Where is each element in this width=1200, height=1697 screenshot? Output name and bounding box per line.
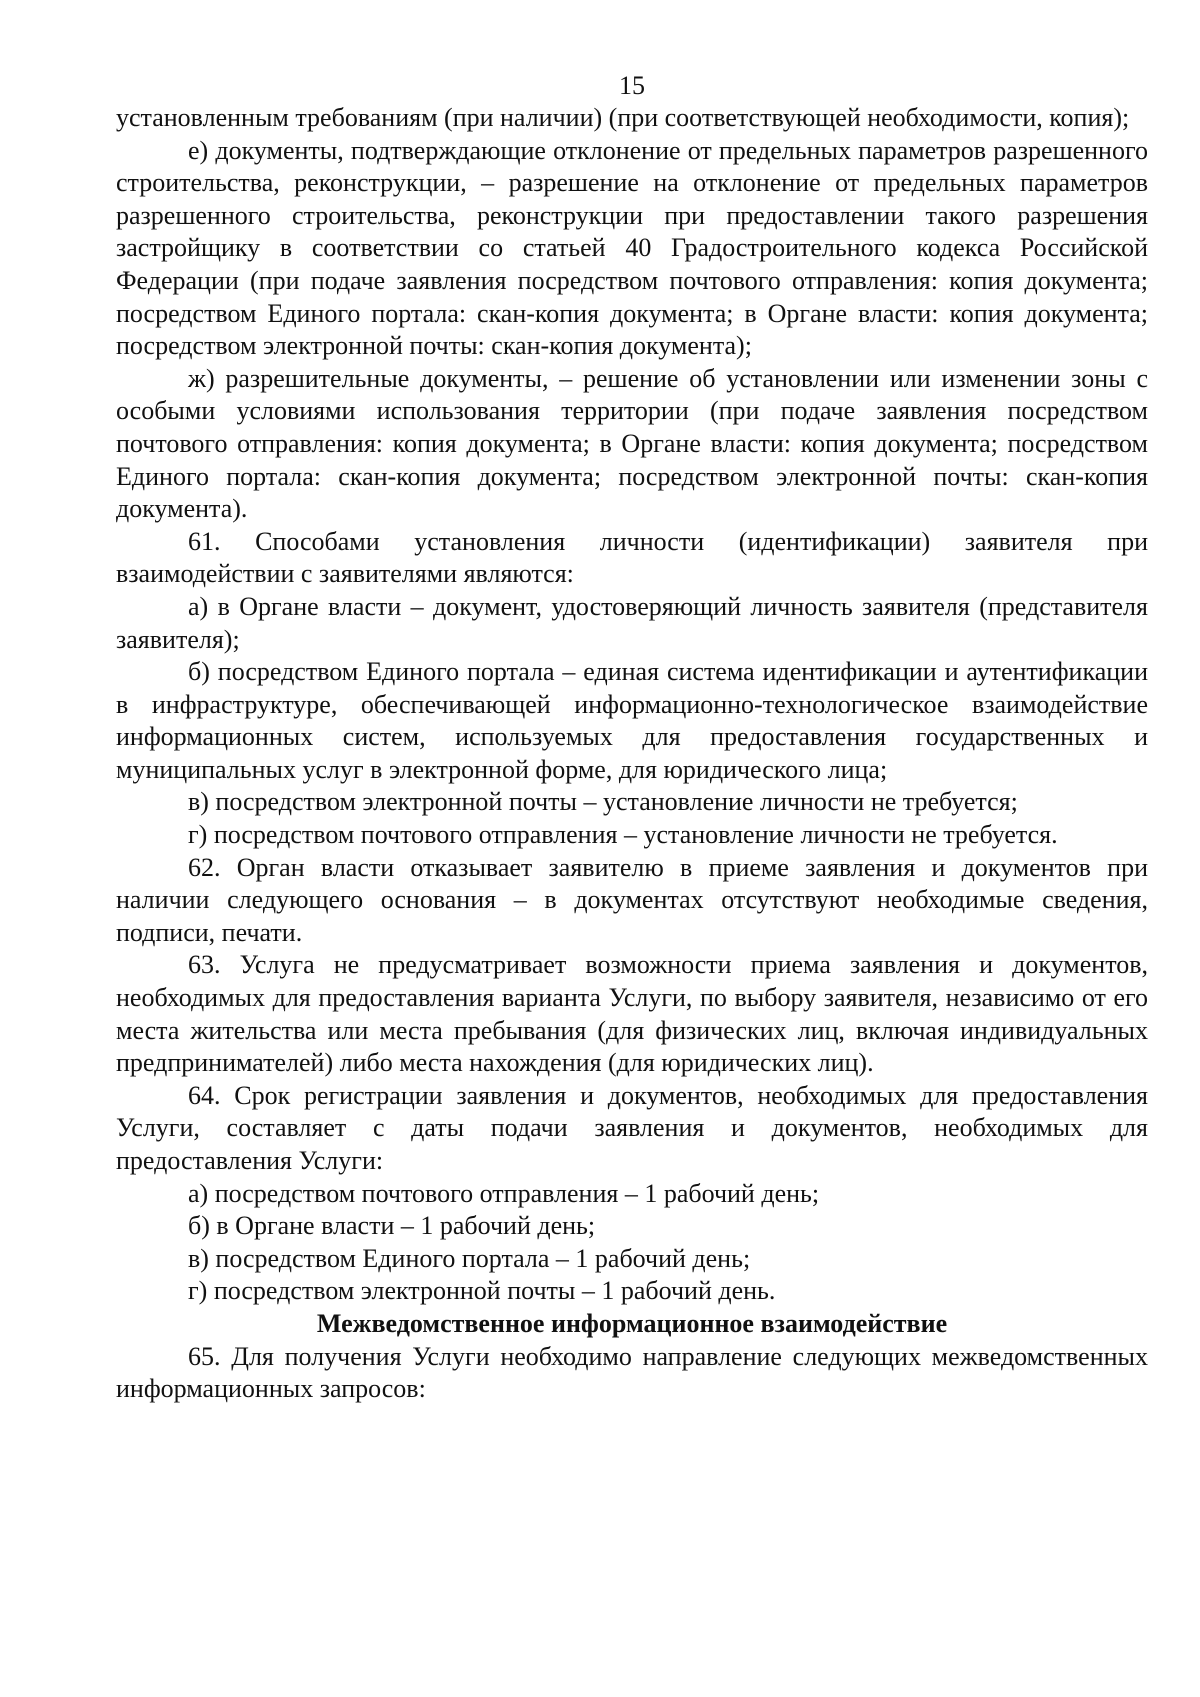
paragraph: б) в Органе власти – 1 рабочий день; <box>188 1211 596 1241</box>
paragraph: г) посредством электронной почты – 1 рабочий день. <box>188 1276 776 1306</box>
paragraph: 64. Срок регистрации заявления и документов, необходимых для предоставления Услуги, составляет с даты подачи заявления и документов, необходимых для предоставления Услуги: <box>116 1080 1148 1175</box>
paragraph: ж) разрешительные документы, – решение об установлении или изменении зоны с особыми условиями использования территории (при подаче заявления посредством почтового отправления: копия документа; в Органе власти: копия документа; посредством Единого портала: скан-копия документа; посредством электронной почты: скан-копия документа). <box>116 363 1148 524</box>
paragraph: а) посредством почтового отправления – 1 рабочий день; <box>188 1178 820 1208</box>
paragraph: 61. Способами установления личности (идентификации) заявителя при взаимодействии с заявителями являются: <box>116 526 1148 589</box>
paragraph: е) документы, подтверждающие отклонение от предельных параметров разрешенного строительства, реконструкции, – разрешение на отклонение от предельных параметров разрешенного строительства, реконструкции при предоставлении такого разрешения застройщику в соответствии со статьей 40 Градостроительного кодекса Российской Федерации (при подаче заявления посредством почтового отправления: копия документа; посредством Единого портала: скан-копия документа; в Органе власти: копия документа; посредством электронной почты: скан-копия документа); <box>116 135 1148 361</box>
paragraph: в) посредством Единого портала – 1 рабочий день; <box>188 1243 751 1273</box>
paragraph: установленным требованиям (при наличии) (при соответствующей необходимости, копия); <box>116 103 1130 132</box>
paragraph: г) посредством почтового отправления – установление личности не требуется. <box>188 820 1058 850</box>
section-heading: Межведомственное информационное взаимодействие <box>316 1308 948 1338</box>
paragraph: в) посредством электронной почты – установление личности не требуется; <box>188 787 1018 817</box>
paragraph: 63. Услуга не предусматривает возможности приема заявления и документов, необходимых для предоставления варианта Услуги, по выбору заявителя, независимо от его места жительства или места пребывания (для физических лиц, включая индивидуальных предпринимателей) либо места нахождения (для юридических лиц). <box>116 950 1148 1078</box>
paragraph: 62. Орган власти отказывает заявителю в приеме заявления и документов при наличии следующего основания – в документах отсутствуют необходимые сведения, подписи, печати. <box>116 852 1148 947</box>
document-page <box>116 70 1148 1406</box>
paragraphs-before-heading <box>116 102 1148 1308</box>
paragraph: б) посредством Единого портала – единая система идентификации и аутентификации в инфраструктуре, обеспечивающей информационно-технологическое взаимодействие информационных систем, используемых для предоставления государственных и муниципальных услуг в электронной форме, для юридического лица; <box>116 657 1148 784</box>
paragraph: а) в Органе власти – документ, удостоверяющий личность заявителя (представителя заявителя); <box>116 591 1148 654</box>
page-number: 15 <box>619 71 645 100</box>
paragraphs-after-heading <box>116 1341 1148 1406</box>
paragraph: 65. Для получения Услуги необходимо направление следующих межведомственных информационных запросов: <box>116 1341 1148 1404</box>
